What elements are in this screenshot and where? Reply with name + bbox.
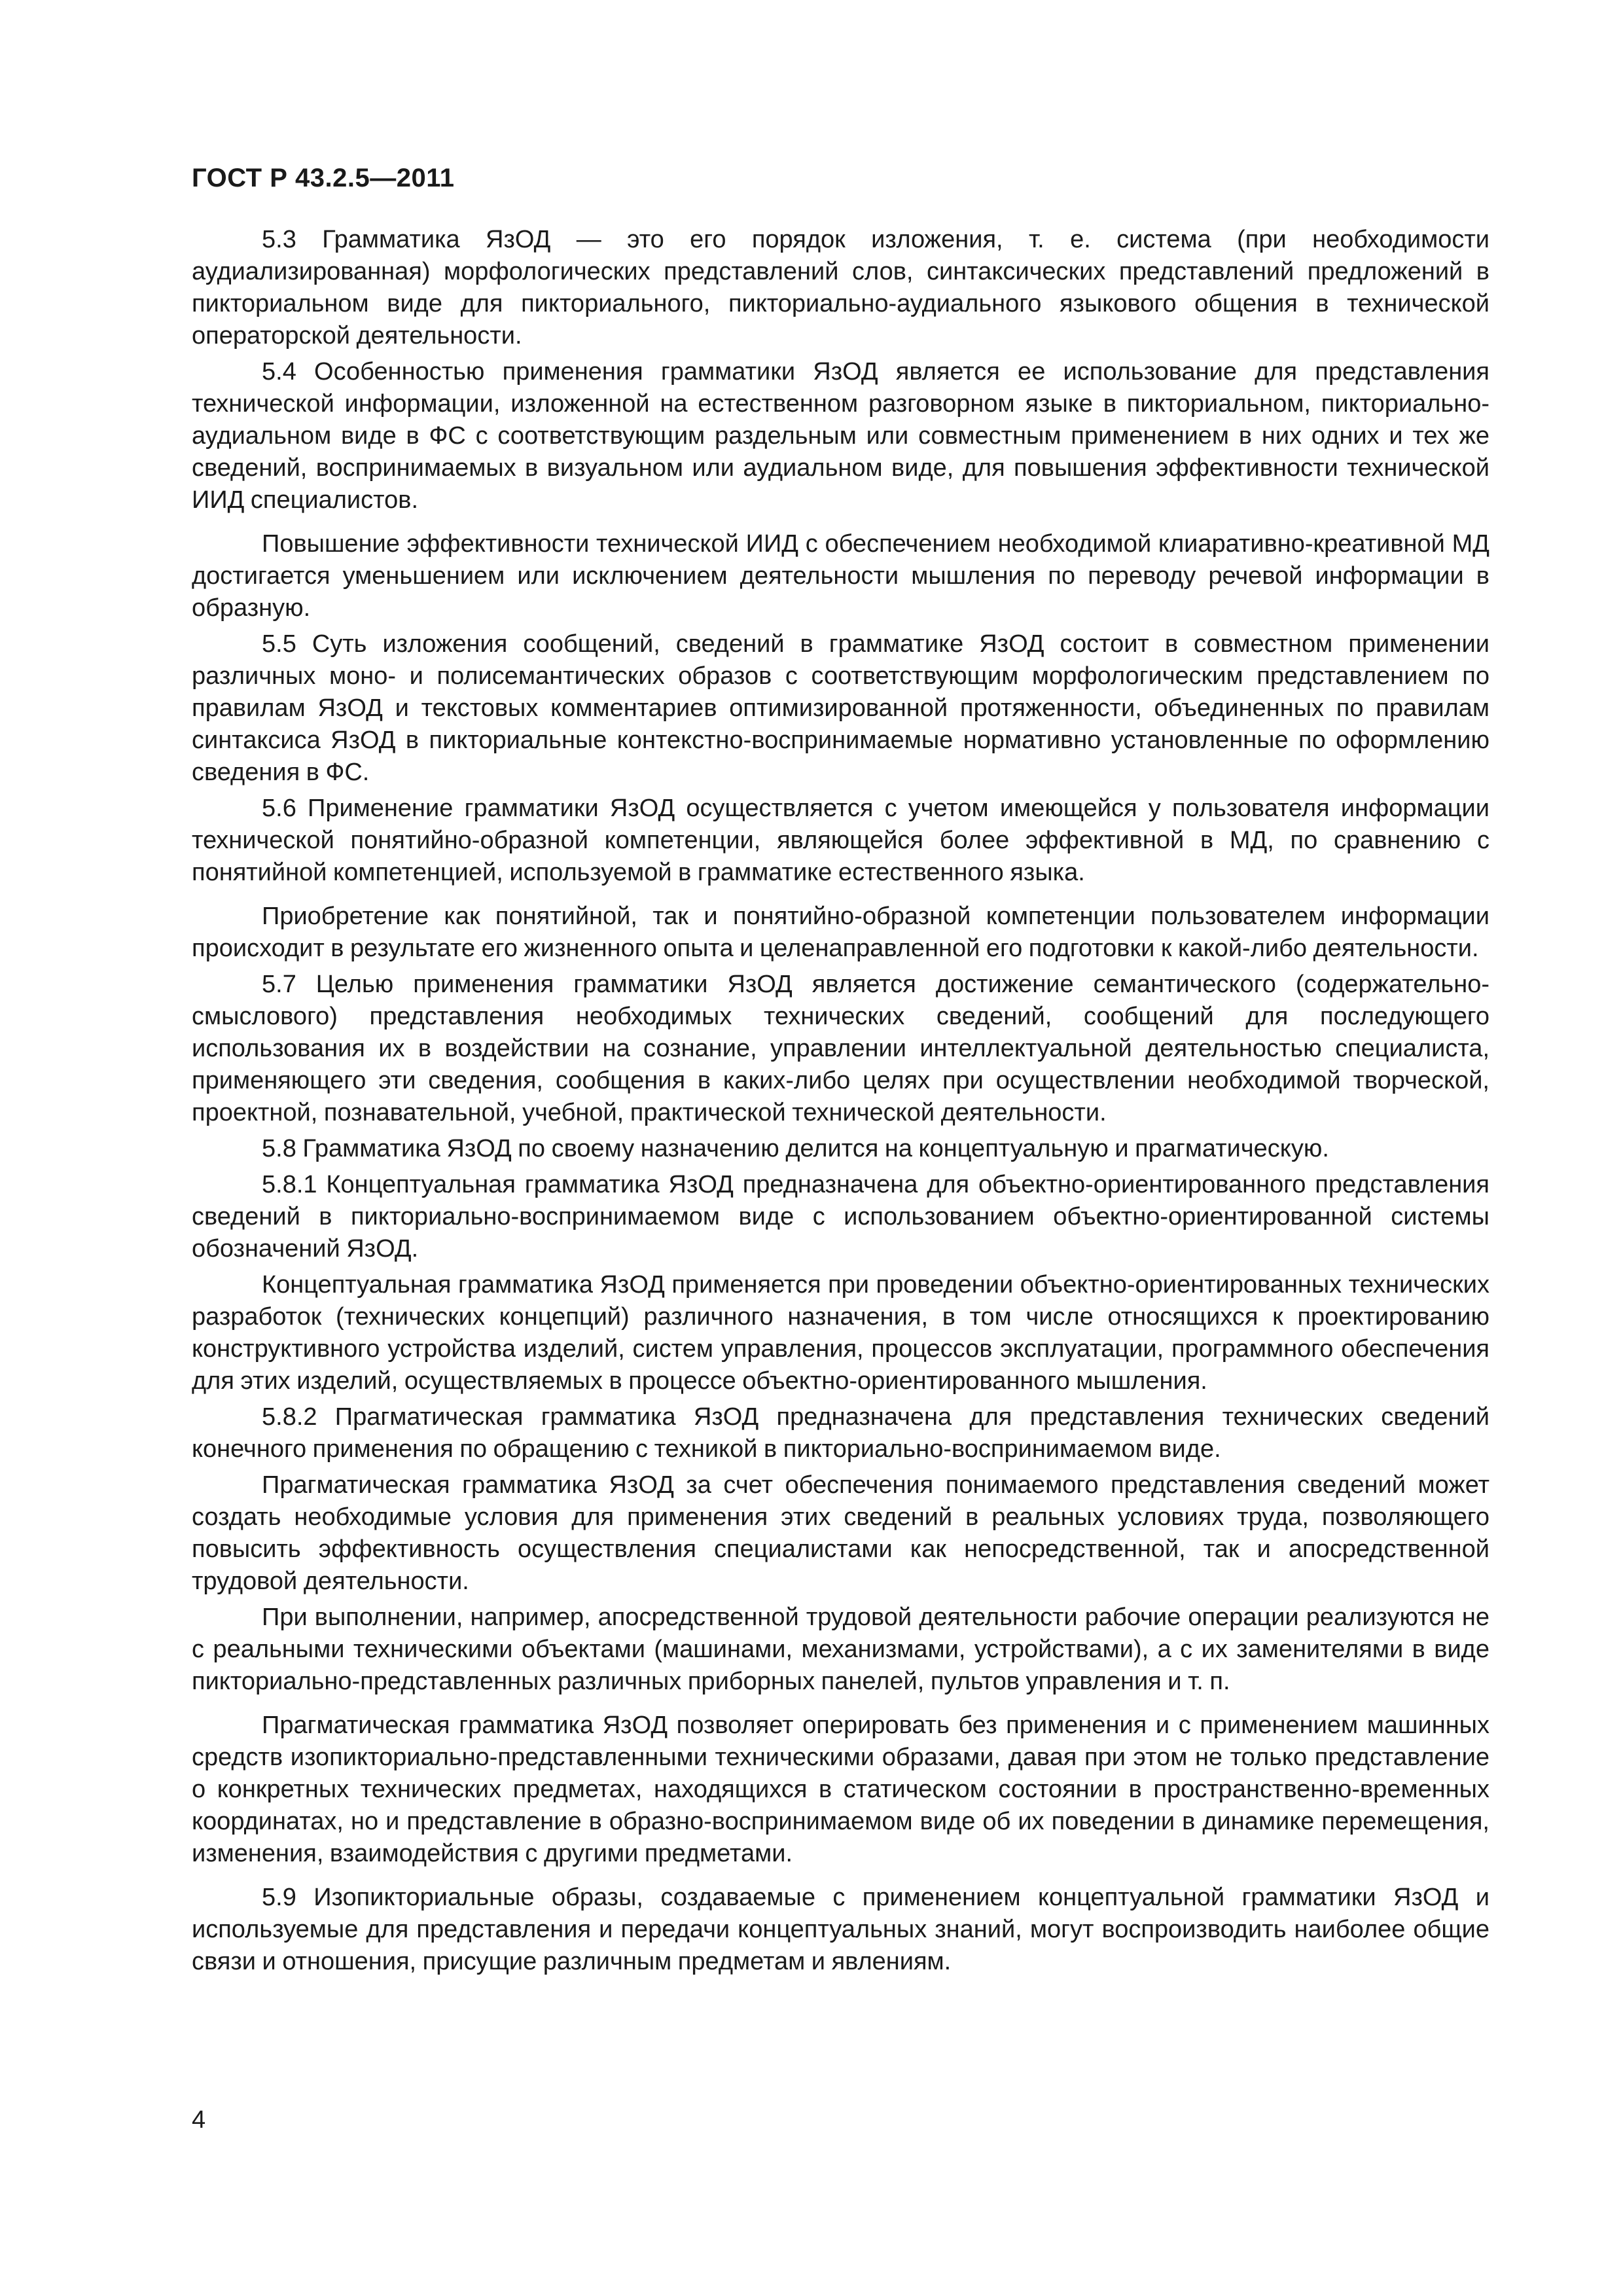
- paragraph-5-9: 5.9 Изопикториальные образы, создаваемые с применением концептуальной грамматики ЯзОД и используемые для представления и передачи концептуальных знаний, могут воспроизводить наиболее общие связи и отношения, присущие различным предметам и явлениям.: [192, 1884, 1489, 1975]
- document-header-title: ГОСТ Р 43.2.5—2011: [192, 164, 455, 192]
- paragraph-5-8-2-summary: Прагматическая грамматика ЯзОД позволяет оперировать без применения и с применением машинных средств изопикториально-представленными техническими образами, давая при этом не только представление о конкретных технических предметах, находящихся в статическом состоянии в пространственно-временных координатах, но и представление в образно-воспринимаемом виде об их поведении в динамике перемещения, изменения, взаимодействия с другими предметами.: [192, 1712, 1489, 1867]
- paragraph-5-8-2-continued: Прагматическая грамматика ЯзОД за счет обеспечения понимаемого представления сведений может создать необходимые условия для применения этих сведений в реальных условиях труда, позволяющего повысить эффективность осуществления специалистами как непосредственной, так и апосредственной трудовой деятельности.: [192, 1471, 1489, 1595]
- paragraph-5-6: 5.6 Применение грамматики ЯзОД осуществляется с учетом имеющейся у пользователя информации технической понятийно-образной компетенции, являющейся более эффективной в МД, по сравнению с понятийной компетенцией, используемой в грамматике естественного языка.: [192, 795, 1489, 886]
- paragraph-5-8-1-continued: Концептуальная грамматика ЯзОД применяется при проведении объектно-ориентированных технических разработок (технических концепций) различного назначения, в том числе относящихся к проектированию конструктивного устройства изделий, систем управления, процессов эксплуатации, программного обеспечения для этих изделий, осуществляемых в процессе объектно-ориентированного мышления.: [192, 1271, 1489, 1395]
- document-body: [192, 224, 1489, 1982]
- paragraph-5-8: 5.8 Грамматика ЯзОД по своему назначению делится на концептуальную и прагматическую.: [262, 1135, 1329, 1162]
- paragraph-5-8-2: 5.8.2 Прагматическая грамматика ЯзОД предназначена для представления технических сведений конечного применения по обращению с техникой в пикториально-воспринимаемом виде.: [192, 1403, 1489, 1463]
- paragraph-5-4: 5.4 Особенностью применения грамматики ЯзОД является ее использование для представления технической информации, изложенной на естественном разговорном языке в пикториальном, пикториально-аудиальном виде в ФС с соответствующим раздельным или совместным применением в них одних и тех же сведений, воспринимаемых в визуальном или аудиальном виде, для повышения эффективности технической ИИД специалистов.: [192, 358, 1489, 514]
- page-number: 4: [192, 2106, 206, 2134]
- paragraph-5-3: 5.3 Грамматика ЯзОД — это его порядок изложения, т. е. система (при необходимости аудиализированная) морфологических представлений слов, синтаксических представлений предложений в пикториальном виде для пикториального, пикториально-аудиального языкового общения в технической операторской деятельности.: [192, 226, 1489, 350]
- paragraph-5-5: 5.5 Суть изложения сообщений, сведений в грамматике ЯзОД состоит в совместном применении различных моно- и полисемантических образов с соответствующим морфологическим представлением по правилам ЯзОД и текстовых комментариев оптимизированной протяженности, объединенных по правилам синтаксиса ЯзОД в пикториальные контекстно-воспринимаемые нормативно установленные по оформлению сведения в ФС.: [192, 630, 1489, 786]
- paragraph-5-6-continued: Приобретение как понятийной, так и понятийно-образной компетенции пользователем информации происходит в результате его жизненного опыта и целенаправленной его подготовки к какой-либо деятельности.: [192, 903, 1489, 962]
- paragraph-5-4-continued: Повышение эффективности технической ИИД с обеспечением необходимой клиаративно-креативной МД достигается уменьшением или исключением деятельности мышления по переводу речевой информации в образную.: [192, 530, 1489, 622]
- paragraph-5-8-2-example: При выполнении, например, апосредственной трудовой деятельности рабочие операции реализуются не с реальными техническими объектами (машинами, механизмами, устройствами), а с их заменителями в виде пикториально-представленных различных приборных панелей, пультов управления и т. п.: [192, 1604, 1489, 1695]
- paragraph-5-8-1: 5.8.1 Концептуальная грамматика ЯзОД предназначена для объектно-ориентированного представления сведений в пикториально-воспринимаемом виде с использованием объектно-ориентированной системы обозначений ЯзОД.: [192, 1171, 1489, 1263]
- paragraph-5-7: 5.7 Целью применения грамматики ЯзОД является достижение семантического (содержательно-смыслового) представления необходимых технических сведений, сообщений для последующего использования их в воздействии на сознание, управлении интеллектуальной деятельностью специалиста, применяющего эти сведения, сообщения в каких-либо целях при осуществлении необходимой творческой, проектной, познавательной, учебной, практической технической деятельности.: [192, 971, 1489, 1126]
